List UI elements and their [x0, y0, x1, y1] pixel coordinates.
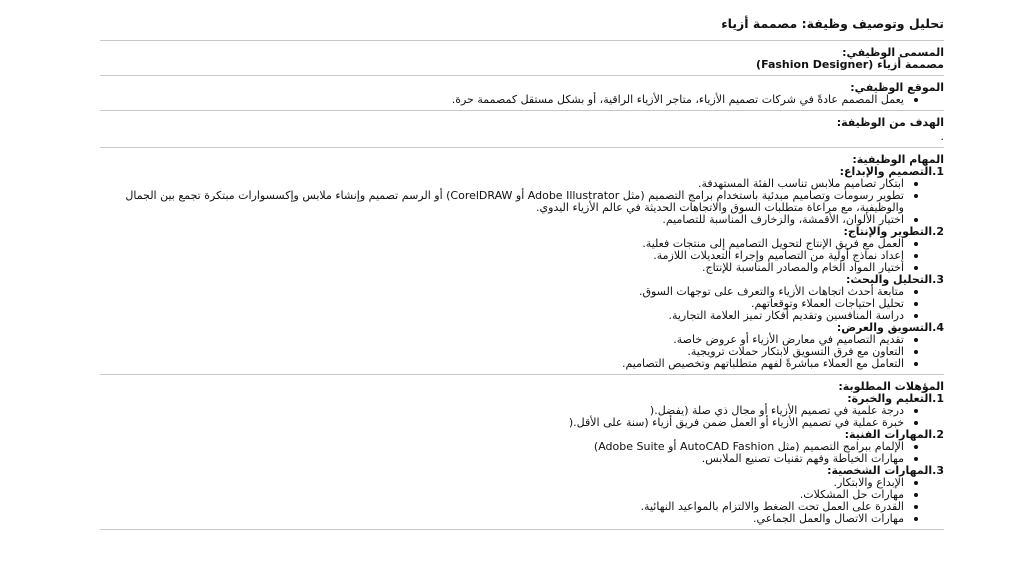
list-item: يعمل المصمم عادةً في شركات تصميم الأزياء، متاجر الأزياء الراقية، أو بشكل مستقل كمصممة حرة.: [100, 94, 918, 106]
list-item: الإبداع والابتكار.: [100, 477, 918, 489]
divider: [100, 75, 944, 76]
divider: [100, 40, 944, 41]
list-item: العمل مع فريق الإنتاج لتحويل التصاميم إلى منتجات فعلية.: [100, 238, 918, 250]
tasks-group-title: 3.التحليل والبحث:: [846, 273, 944, 286]
tasks-list: [100, 178, 944, 226]
list-item: دراسة المنافسين وتقديم أفكار تميز العلامة التجارية.: [100, 310, 918, 322]
list-item: التعامل مع العملاء مباشرةً لفهم متطلباتهم وتخصيص التصاميم.: [100, 358, 918, 370]
qualifications-group-title: 2.المهارات الفنية:: [844, 428, 944, 441]
job-title-value: مصممة أزياء (Fashion Designer): [756, 58, 944, 71]
qualifications-list: [100, 441, 944, 465]
qualifications-group-title: 3.المهارات الشخصية:: [827, 464, 944, 477]
divider: [100, 147, 944, 148]
document-title: تحليل وتوصيف وظيفة: مصممة أزياء: [721, 16, 944, 31]
list-item: درجة علمية في تصميم الأزياء أو مجال ذي صلة (يفضل.(: [100, 405, 918, 417]
document-page: [100, 10, 944, 580]
qualifications-group-title: 1.التعليم والخبرة:: [847, 392, 944, 405]
list-item: مهارات الاتصال والعمل الجماعي.: [100, 513, 918, 525]
divider: [100, 529, 944, 530]
tasks-heading: المهام الوظيفية:: [852, 153, 944, 166]
goal-heading: الهدف من الوظيفة:: [836, 116, 944, 129]
tasks-group-title: 1.التصميم والإبداع:: [839, 165, 944, 178]
goal-text: .: [940, 130, 944, 143]
divider: [100, 374, 944, 375]
list-item: إعداد نماذج أولية من التصاميم وإجراء التعديلات اللازمة.: [100, 250, 918, 262]
tasks-group-title: 2.التطوير والإنتاج:: [843, 225, 944, 238]
location-heading: الموقع الوظيفي:: [850, 81, 944, 94]
list-item: الإلمام ببرامج التصميم (مثل AutoCAD Fashion أو Adobe Suite): [100, 441, 918, 453]
list-item: القدرة على العمل تحت الضغط والالتزام بالمواعيد النهائية.: [100, 501, 918, 513]
list-item: التعاون مع فرق التسويق لابتكار حملات ترويجية.: [100, 346, 918, 358]
list-item: متابعة أحدث اتجاهات الأزياء والتعرف على توجهات السوق.: [100, 286, 918, 298]
tasks-list: [100, 286, 944, 322]
list-item: اختيار المواد الخام والمصادر المناسبة للإنتاج.: [100, 262, 918, 274]
list-item: تحليل احتياجات العملاء وتوقعاتهم.: [100, 298, 918, 310]
list-item: مهارات حل المشكلات.: [100, 489, 918, 501]
list-item: تقديم التصاميم في معارض الأزياء أو عروض خاصة.: [100, 334, 918, 346]
list-item: اختيار الألوان، الأقمشة، والزخارف المناسبة للتصاميم.: [100, 214, 918, 226]
list-item: مهارات الخياطة وفهم تقنيات تصنيع الملابس.: [100, 453, 918, 465]
divider: [100, 110, 944, 111]
job-title-heading: المسمى الوظيفي:: [842, 46, 944, 59]
list-item: تطوير رسومات وتصاميم مبدئية باستخدام برامج التصميم (مثل Adobe Illustrator أو CorelDRAW) أو الرسم تصميم وإنشاء ملابس وإكسسوارات مبتكرة تجمع بين الجمال والوظيفية، مع مراعاة متطلبات السوق والاتجاهات الحديثة في عالم الأزياء اليدوي.: [100, 190, 918, 214]
list-item: خبرة عملية في تصميم الأزياء أو العمل ضمن فريق أزياء (سنة على الأقل.(: [100, 417, 918, 429]
list-item: ابتكار تصاميم ملابس تناسب الفئة المستهدفة.: [100, 178, 918, 190]
qualifications-heading: المؤهلات المطلوبة:: [838, 380, 944, 393]
tasks-group-title: 4.التسويق والعرض:: [836, 321, 944, 334]
location-list: [100, 94, 944, 106]
tasks-list: [100, 238, 944, 274]
tasks-list: [100, 334, 944, 370]
qualifications-list: [100, 477, 944, 525]
qualifications-list: [100, 405, 944, 429]
